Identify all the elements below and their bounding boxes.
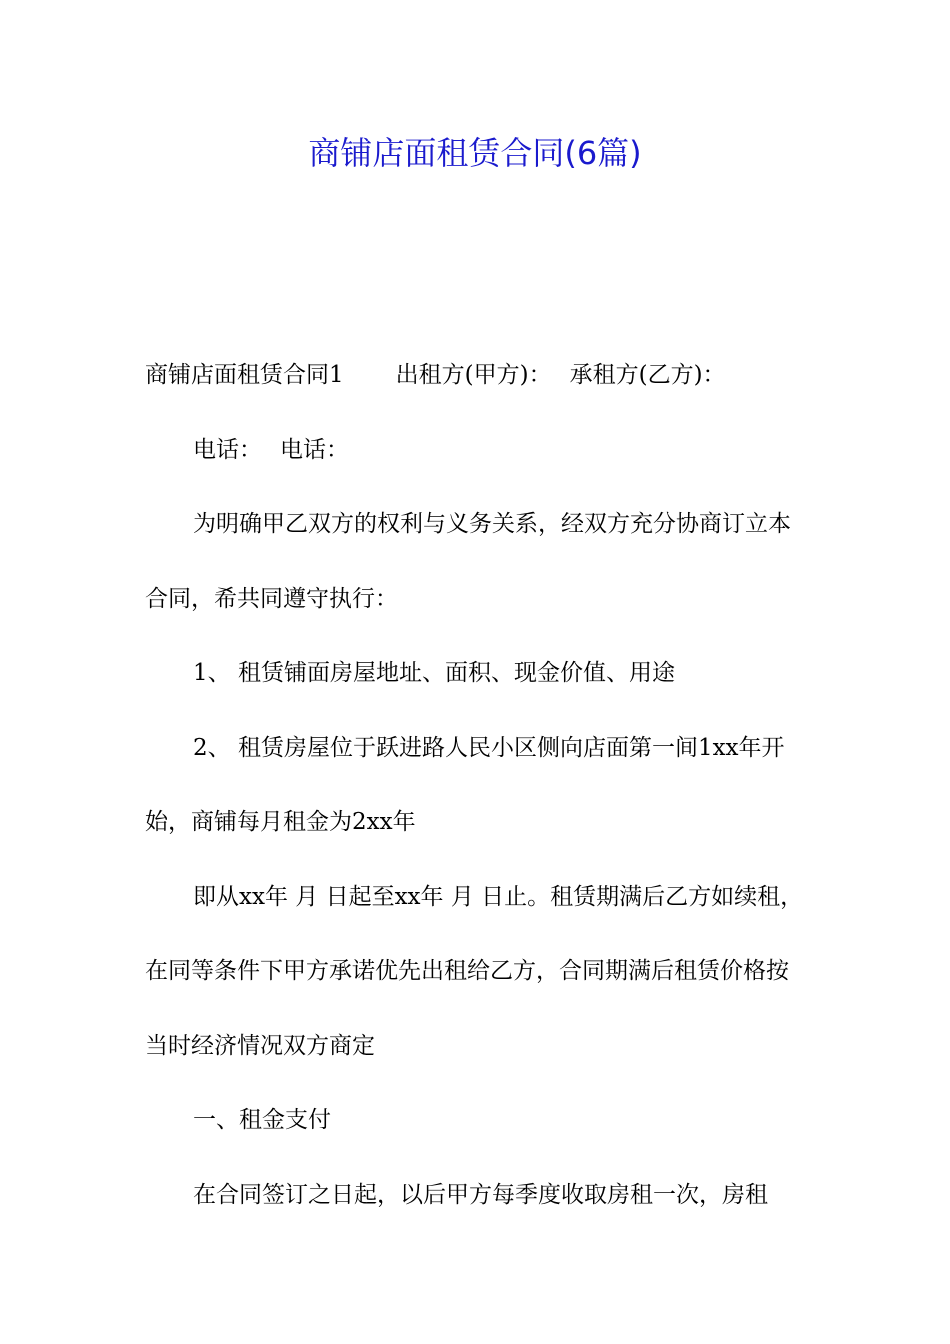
phone-label-a: 电话： [193,436,262,463]
phone-line [145,413,807,488]
document-title: 商铺店面租赁合同(6篇) [308,134,642,172]
paragraph-item-2: 2、 租赁房屋位于跃进路人民小区侧向店面第一间1xx年开始，商铺每月租金为2xx年 [145,734,785,835]
paragraph-item-1: 1、 租赁铺面房屋地址、面积、现金价值、用途 [193,660,675,686]
paragraph-purpose: 为明确甲乙双方的权利与义务关系，经双方充分协商订立本合同，希共同遵守执行： [145,511,791,612]
document-body [145,338,807,1232]
phone-label-b: 电话： [280,436,349,463]
paragraph-rent-payment: 在合同签订之日起，以后甲方每季度收取房租一次，房租 [193,1181,768,1208]
contract-name: 商铺店面租赁合同1 [145,362,344,388]
section-heading-rent-payment: 一、租金支付 [193,1107,331,1133]
lessor-label: 出租方(甲方)： [395,362,552,388]
contract-header-line [145,338,807,413]
paragraph-lease-term: 即从xx年 月 日起至xx年 月 日止。租赁期满后乙方如续租，在同等条件下甲方承诺优先出租给乙方，合同期满后租赁价格按当时经济情况双方商定 [145,883,804,1059]
lessee-label: 承租方(乙方)： [569,362,726,388]
